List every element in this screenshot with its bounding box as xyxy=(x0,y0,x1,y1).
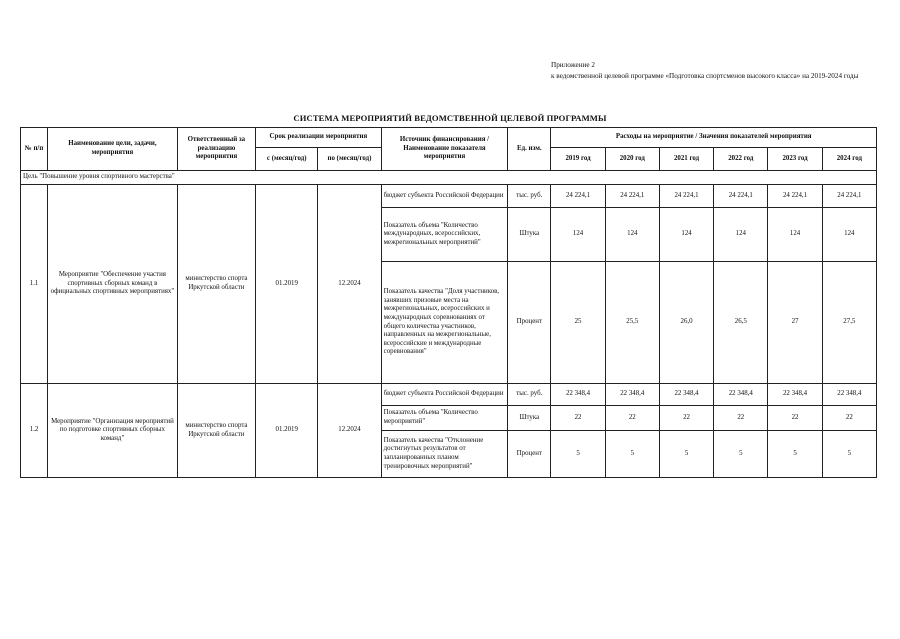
table-row xyxy=(21,185,877,208)
value-cell: 5 xyxy=(822,431,876,478)
source-cell: Показатель объема "Количество международных, всероссийских, межрегиональных мероприятий" xyxy=(381,208,508,262)
header-year: 2023 год xyxy=(768,148,822,171)
value-cell: 22 xyxy=(768,406,822,431)
value-cell: 24 224,1 xyxy=(822,185,876,208)
value-cell: 5 xyxy=(714,431,768,478)
value-cell: 24 224,1 xyxy=(551,185,605,208)
value-cell: 24 224,1 xyxy=(714,185,768,208)
unit-cell: тыс. руб. xyxy=(508,384,551,406)
source-cell: Показатель объема "Количество мероприятий" xyxy=(381,406,508,431)
header-expenses: Расходы на мероприятие / Значения показателей мероприятия xyxy=(551,128,877,148)
value-cell: 22 348,4 xyxy=(768,384,822,406)
annex-title: Приложение 2 xyxy=(551,61,595,69)
value-cell: 22 xyxy=(822,406,876,431)
value-cell: 26,0 xyxy=(659,262,713,384)
value-cell: 22 348,4 xyxy=(659,384,713,406)
value-cell: 25 xyxy=(551,262,605,384)
value-cell: 22 xyxy=(659,406,713,431)
document-title: СИСТЕМА МЕРОПРИЯТИЙ ВЕДОМСТВЕННОЙ ЦЕЛЕВОЙ ПРОГРАММЫ xyxy=(293,113,607,123)
value-cell: 22 xyxy=(714,406,768,431)
value-cell: 24 224,1 xyxy=(605,185,659,208)
header-name: Наименование цели, задачи, мероприятия xyxy=(48,128,178,171)
header-year: 2020 год xyxy=(605,148,659,171)
measure-name: Мероприятие "Организация мероприятий по подготовке спортивных сборных команд" xyxy=(48,384,178,478)
header-to: по (месяц/год) xyxy=(318,148,381,171)
header-from: с (месяц/год) xyxy=(256,148,318,171)
measures-table xyxy=(20,127,877,478)
header-period: Срок реализации мероприятия xyxy=(256,128,382,148)
annex-block xyxy=(551,60,871,81)
goal-row: Цель "Повышение уровня спортивного мастерства" xyxy=(21,171,877,185)
value-cell: 22 348,4 xyxy=(714,384,768,406)
source-cell: бюджет субъекта Российской Федерации xyxy=(381,185,508,208)
value-cell: 124 xyxy=(768,208,822,262)
value-cell: 24 224,1 xyxy=(768,185,822,208)
header-year: 2022 год xyxy=(714,148,768,171)
source-cell: Показатель качества "Отклонение достигнутых результатов от запланированных планом тренировочных мероприятий" xyxy=(381,431,508,478)
value-cell: 124 xyxy=(822,208,876,262)
value-cell: 22 348,4 xyxy=(605,384,659,406)
unit-cell: тыс. руб. xyxy=(508,185,551,208)
unit-cell: Процент xyxy=(508,262,551,384)
source-cell: бюджет субъекта Российской Федерации xyxy=(381,384,508,406)
value-cell: 25,5 xyxy=(605,262,659,384)
measure-responsible: министерство спорта Иркутской области xyxy=(177,384,255,478)
value-cell: 22 348,4 xyxy=(551,384,605,406)
unit-cell: Штука xyxy=(508,406,551,431)
value-cell: 24 224,1 xyxy=(659,185,713,208)
value-cell: 5 xyxy=(551,431,605,478)
table-row xyxy=(21,384,877,406)
source-cell: Показатель качества "Доля участников, занявших призовые места на межрегиональных, всероссийских и международных соревнованиях от общего количества участников, направленных на межрегиональные, всероссийские и международные соревнования" xyxy=(381,262,508,384)
value-cell: 27,5 xyxy=(822,262,876,384)
header-num: № п/п xyxy=(21,128,48,171)
header-source: Источник финансирования / Наименование показателя мероприятия xyxy=(381,128,508,171)
value-cell: 5 xyxy=(659,431,713,478)
header-year: 2019 год xyxy=(551,148,605,171)
unit-cell: Процент xyxy=(508,431,551,478)
measure-from: 01.2019 xyxy=(256,185,318,384)
value-cell: 124 xyxy=(605,208,659,262)
header-year: 2024 год xyxy=(822,148,876,171)
measure-number: 1.1 xyxy=(21,185,48,384)
header-responsible: Ответственный за реализацию мероприятия xyxy=(177,128,255,171)
value-cell: 22 348,4 xyxy=(822,384,876,406)
value-cell: 5 xyxy=(768,431,822,478)
measure-from: 01.2019 xyxy=(256,384,318,478)
annex-subtitle: к ведомственной целевой программе «Подготовка спортсменов высокого класса» на 2019-2024 годы xyxy=(551,71,859,80)
header-year: 2021 год xyxy=(659,148,713,171)
value-cell: 22 xyxy=(605,406,659,431)
value-cell: 124 xyxy=(659,208,713,262)
measure-responsible: министерство спорта Иркутской области xyxy=(177,185,255,384)
value-cell: 5 xyxy=(605,431,659,478)
header-unit: Ед. изм. xyxy=(508,128,551,171)
measure-name: Мероприятие "Обеспечение участия спортивных сборных команд в официальных спортивных мероприятиях" xyxy=(48,185,178,384)
value-cell: 22 xyxy=(551,406,605,431)
value-cell: 27 xyxy=(768,262,822,384)
measure-number: 1.2 xyxy=(21,384,48,478)
unit-cell: Штука xyxy=(508,208,551,262)
value-cell: 124 xyxy=(714,208,768,262)
value-cell: 124 xyxy=(551,208,605,262)
value-cell: 26,5 xyxy=(714,262,768,384)
measure-to: 12.2024 xyxy=(318,384,381,478)
measure-to: 12.2024 xyxy=(318,185,381,384)
